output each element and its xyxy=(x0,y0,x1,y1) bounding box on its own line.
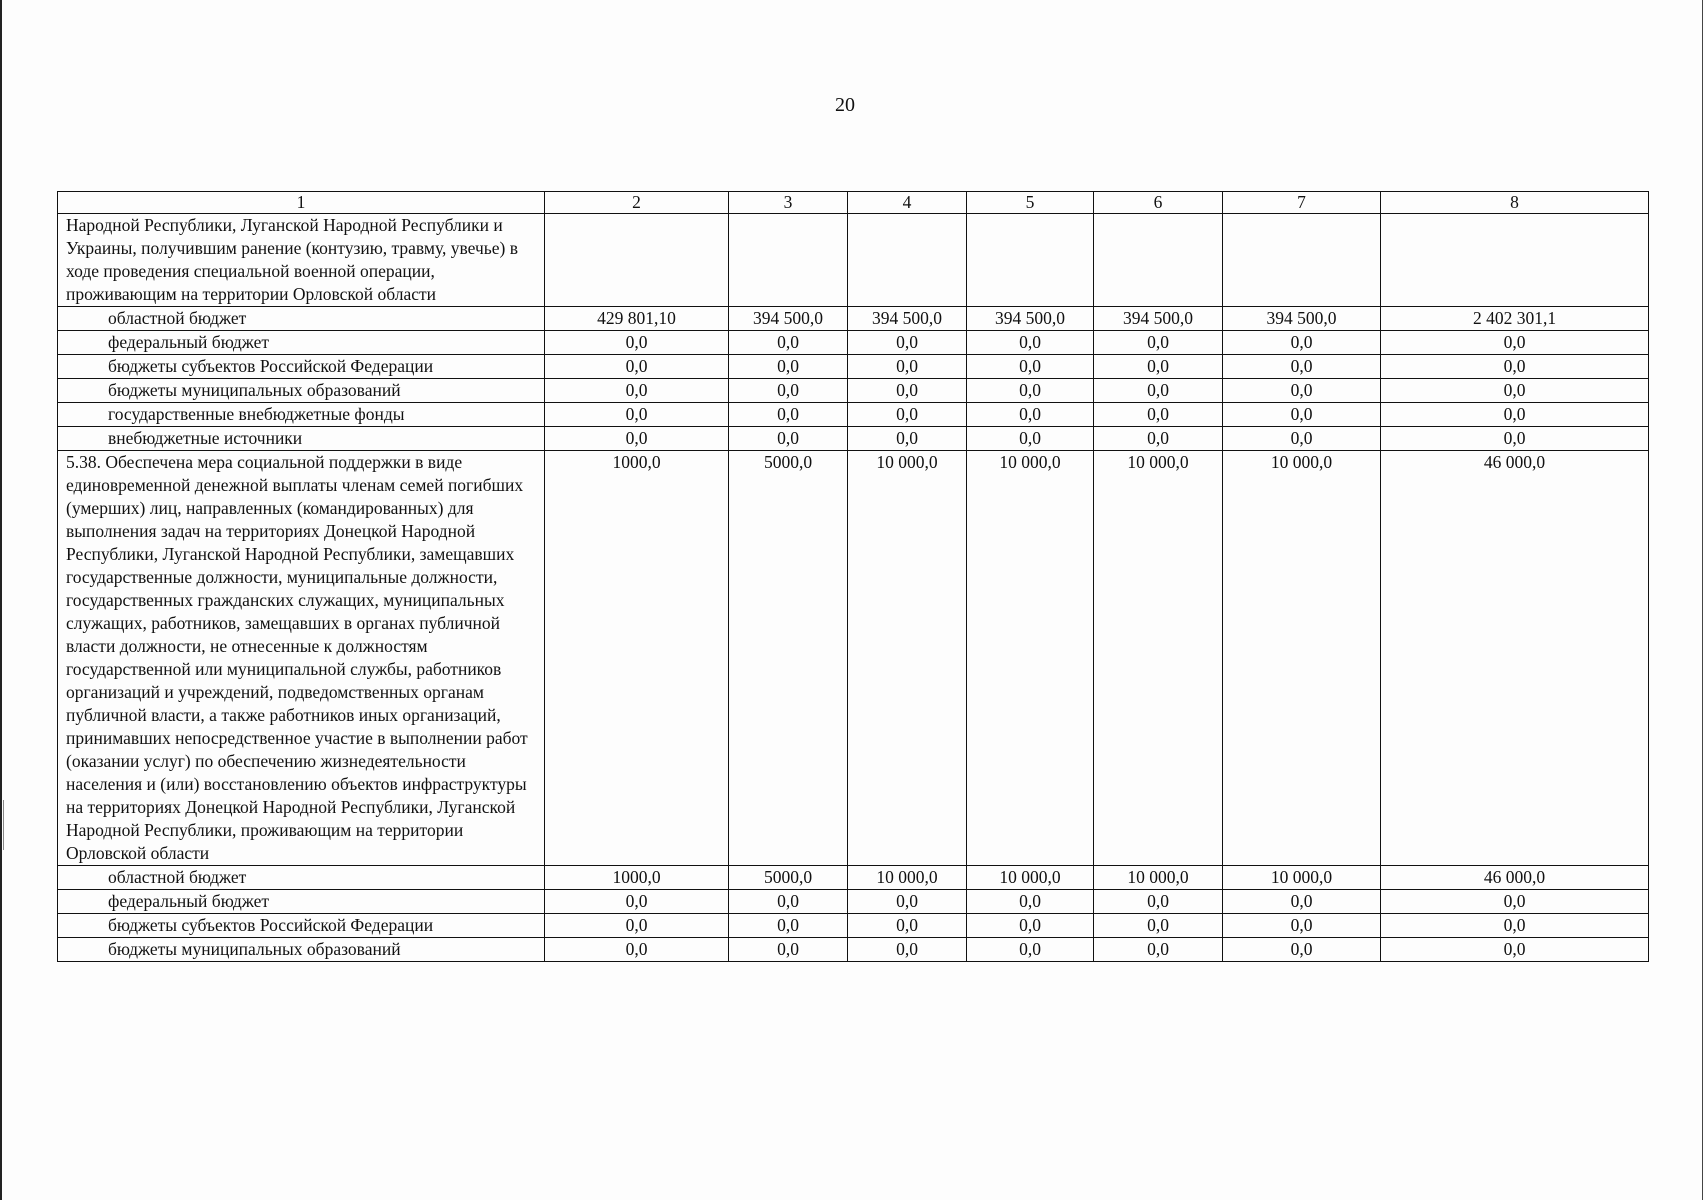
funding-value-cell: 394 500,0 xyxy=(848,307,967,331)
section-description-row xyxy=(58,451,1649,866)
funding-value-cell: 0,0 xyxy=(1381,403,1649,427)
funding-value-cell: 0,0 xyxy=(1381,914,1649,938)
funding-source-label: государственные внебюджетные фонды xyxy=(58,403,545,427)
funding-value-cell: 0,0 xyxy=(1381,938,1649,962)
funding-value-cell: 0,0 xyxy=(1223,331,1381,355)
funding-value-cell: 0,0 xyxy=(1381,331,1649,355)
budget-table xyxy=(57,191,1649,962)
funding-value-cell: 0,0 xyxy=(729,355,848,379)
funding-value-cell: 0,0 xyxy=(1381,427,1649,451)
column-header: 4 xyxy=(848,192,967,214)
funding-value-cell: 0,0 xyxy=(848,914,967,938)
section-value-cell: 5000,0 xyxy=(729,451,848,866)
section-value-cell: 10 000,0 xyxy=(1223,451,1381,866)
section-value-cell: 1000,0 xyxy=(545,451,729,866)
funding-value-cell: 0,0 xyxy=(848,403,967,427)
section-value-cell: 10 000,0 xyxy=(848,451,967,866)
section-value-cell xyxy=(1381,214,1649,307)
funding-value-cell: 0,0 xyxy=(1223,403,1381,427)
funding-value-cell: 0,0 xyxy=(848,938,967,962)
funding-value-cell: 0,0 xyxy=(1381,355,1649,379)
funding-value-cell: 0,0 xyxy=(1094,890,1223,914)
funding-value-cell: 0,0 xyxy=(848,379,967,403)
column-header: 7 xyxy=(1223,192,1381,214)
funding-value-cell: 0,0 xyxy=(1223,914,1381,938)
funding-value-cell: 2 402 301,1 xyxy=(1381,307,1649,331)
funding-source-row xyxy=(58,331,1649,355)
funding-source-row xyxy=(58,307,1649,331)
funding-source-label: внебюджетные источники xyxy=(58,427,545,451)
page-number: 20 xyxy=(835,94,855,116)
funding-value-cell: 0,0 xyxy=(729,890,848,914)
funding-value-cell: 0,0 xyxy=(729,938,848,962)
funding-value-cell: 0,0 xyxy=(848,427,967,451)
funding-source-row xyxy=(58,403,1649,427)
column-header-row xyxy=(58,192,1649,214)
section-value-cell xyxy=(729,214,848,307)
section-value-cell xyxy=(1094,214,1223,307)
funding-source-row xyxy=(58,427,1649,451)
funding-value-cell: 0,0 xyxy=(967,331,1094,355)
funding-value-cell: 394 500,0 xyxy=(967,307,1094,331)
scan-edge-right xyxy=(1702,0,1703,1200)
section-value-cell xyxy=(848,214,967,307)
funding-source-row xyxy=(58,938,1649,962)
funding-value-cell: 10 000,0 xyxy=(967,866,1094,890)
funding-source-row xyxy=(58,866,1649,890)
funding-value-cell: 0,0 xyxy=(729,379,848,403)
funding-value-cell: 0,0 xyxy=(848,355,967,379)
funding-value-cell: 0,0 xyxy=(967,379,1094,403)
funding-source-row xyxy=(58,914,1649,938)
section-description: Народной Республики, Луганской Народной Республики и Украины, получившим ранение (контузию, травму, увечье) в ходе проведения специальной военной операции, проживающим на территории Орловской области xyxy=(58,214,545,307)
funding-value-cell: 0,0 xyxy=(545,427,729,451)
funding-value-cell: 394 500,0 xyxy=(1094,307,1223,331)
funding-value-cell: 0,0 xyxy=(967,938,1094,962)
funding-value-cell: 0,0 xyxy=(1094,331,1223,355)
scan-edge-left xyxy=(0,0,2,1200)
funding-value-cell: 1000,0 xyxy=(545,866,729,890)
funding-value-cell: 0,0 xyxy=(1094,355,1223,379)
funding-value-cell: 0,0 xyxy=(729,403,848,427)
section-value-cell: 10 000,0 xyxy=(967,451,1094,866)
section-value-cell xyxy=(1223,214,1381,307)
section-description-row xyxy=(58,214,1649,307)
funding-value-cell: 5000,0 xyxy=(729,866,848,890)
funding-source-label: федеральный бюджет xyxy=(58,890,545,914)
funding-value-cell: 0,0 xyxy=(1094,914,1223,938)
funding-value-cell: 0,0 xyxy=(1223,427,1381,451)
funding-value-cell: 10 000,0 xyxy=(848,866,967,890)
funding-value-cell: 0,0 xyxy=(1223,890,1381,914)
funding-value-cell: 0,0 xyxy=(1381,890,1649,914)
funding-source-label: бюджеты муниципальных образований xyxy=(58,938,545,962)
section-value-cell: 46 000,0 xyxy=(1381,451,1649,866)
funding-value-cell: 0,0 xyxy=(1223,355,1381,379)
funding-value-cell: 0,0 xyxy=(1223,938,1381,962)
funding-value-cell: 0,0 xyxy=(545,890,729,914)
funding-source-row xyxy=(58,890,1649,914)
section-value-cell: 10 000,0 xyxy=(1094,451,1223,866)
funding-value-cell: 0,0 xyxy=(1381,379,1649,403)
funding-value-cell: 10 000,0 xyxy=(1223,866,1381,890)
funding-source-label: бюджеты субъектов Российской Федерации xyxy=(58,355,545,379)
column-header: 5 xyxy=(967,192,1094,214)
funding-value-cell: 0,0 xyxy=(729,914,848,938)
funding-value-cell: 0,0 xyxy=(967,403,1094,427)
funding-value-cell: 0,0 xyxy=(545,914,729,938)
funding-value-cell: 0,0 xyxy=(729,427,848,451)
funding-source-label: бюджеты субъектов Российской Федерации xyxy=(58,914,545,938)
funding-value-cell: 0,0 xyxy=(545,379,729,403)
funding-value-cell: 0,0 xyxy=(729,331,848,355)
funding-value-cell: 0,0 xyxy=(967,427,1094,451)
funding-value-cell: 0,0 xyxy=(545,938,729,962)
funding-value-cell: 0,0 xyxy=(1094,938,1223,962)
scan-mark-left xyxy=(3,800,4,850)
section-value-cell xyxy=(545,214,729,307)
funding-source-label: областной бюджет xyxy=(58,307,545,331)
funding-source-label: областной бюджет xyxy=(58,866,545,890)
funding-value-cell: 0,0 xyxy=(848,890,967,914)
funding-source-label: бюджеты муниципальных образований xyxy=(58,379,545,403)
funding-value-cell: 0,0 xyxy=(1094,403,1223,427)
funding-value-cell: 0,0 xyxy=(1223,379,1381,403)
funding-value-cell: 10 000,0 xyxy=(1094,866,1223,890)
funding-value-cell: 0,0 xyxy=(545,355,729,379)
funding-value-cell: 0,0 xyxy=(967,890,1094,914)
funding-value-cell: 0,0 xyxy=(545,403,729,427)
funding-value-cell: 0,0 xyxy=(848,331,967,355)
funding-value-cell: 0,0 xyxy=(1094,379,1223,403)
column-header: 2 xyxy=(545,192,729,214)
column-header: 6 xyxy=(1094,192,1223,214)
column-header: 1 xyxy=(58,192,545,214)
funding-source-row xyxy=(58,355,1649,379)
column-header: 8 xyxy=(1381,192,1649,214)
funding-value-cell: 429 801,10 xyxy=(545,307,729,331)
funding-value-cell: 0,0 xyxy=(967,355,1094,379)
funding-value-cell: 0,0 xyxy=(1094,427,1223,451)
funding-value-cell: 0,0 xyxy=(545,331,729,355)
funding-source-row xyxy=(58,379,1649,403)
funding-value-cell: 46 000,0 xyxy=(1381,866,1649,890)
column-header: 3 xyxy=(729,192,848,214)
section-description: 5.38. Обеспечена мера социальной поддержки в виде единовременной денежной выплаты членам семей погибших (умерших) лиц, направленных (командированных) для выполнения задач на территориях Донецкой Народной Республики, Луганской Народной Республики, замещавших государственные должности, муниципальные должности, государственных гражданских служащих, муниципальных служащих, работников, замещавших в органах публичной власти должности, не отнесенные к должностям государственной или муниципальной службы, работников организаций и учреждений, подведомственных органам публичной власти, а также работников иных организаций, принимавших непосредственное участие в выполнении работ (оказании услуг) по обеспечению жизнедеятельности населения и (или) восстановлению объектов инфраструктуры на территориях Донецкой Народной Республики, Луганской Народной Республики, проживающим на территории Орловской области xyxy=(58,451,545,866)
section-value-cell xyxy=(967,214,1094,307)
funding-source-label: федеральный бюджет xyxy=(58,331,545,355)
funding-value-cell: 0,0 xyxy=(967,914,1094,938)
funding-value-cell: 394 500,0 xyxy=(729,307,848,331)
funding-value-cell: 394 500,0 xyxy=(1223,307,1381,331)
